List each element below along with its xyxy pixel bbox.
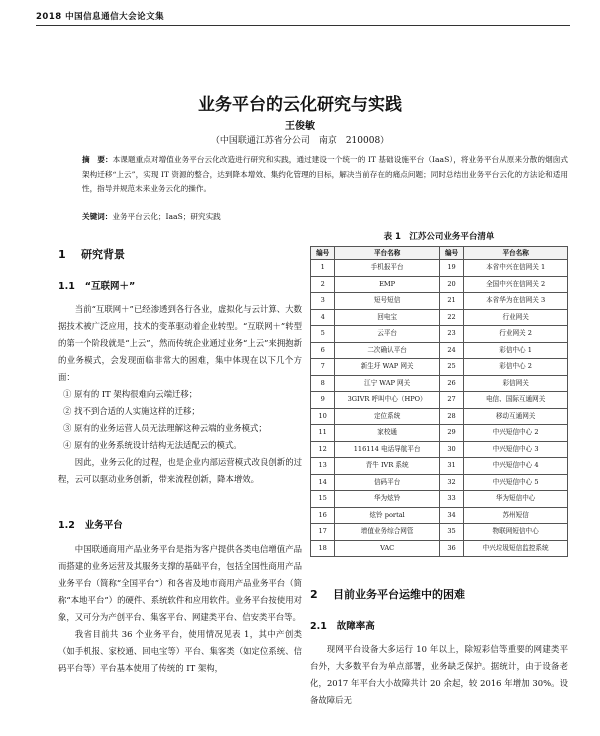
table-cell-name: 青牛 IVR 系统: [335, 458, 440, 475]
table-header-row: [311, 247, 568, 260]
table-cell-name: 信码平台: [335, 474, 440, 491]
table-cell-number: 18: [311, 540, 335, 557]
table-header: 编号: [311, 247, 335, 260]
section-2-1-body: [310, 641, 568, 709]
table-cell-number: 22: [439, 309, 463, 326]
section-1-1-heading: [58, 278, 135, 292]
table-row: [311, 524, 568, 541]
table-row: [311, 392, 568, 409]
table-cell-number: 34: [439, 507, 463, 524]
table-header: 编号: [439, 247, 463, 260]
table-cell-name: 中兴短信中心 4: [464, 458, 568, 475]
paragraph: 中国联通商用产品业务平台是指为客户提供各类电信增值产品而搭建的业务运营及其服务支撑的基础平台，包括全国性商用产品业务平台（简称“全国平台”）和各省及地市商用产品业务平台（简称“本地平台”）的硬件、系统软件和应用软件。业务平台按使用对象，又可分为产创平台、集客平台、网建类平台、信安类平台等。: [58, 544, 302, 622]
table-cell-name: 手机报平台: [335, 260, 440, 277]
table-cell-number: 26: [439, 375, 463, 392]
table-header: 平台名称: [335, 247, 440, 260]
table-cell-name: 短号短信: [335, 293, 440, 310]
abstract: [82, 153, 568, 197]
table-cell-name: 电信、国际互通网关: [464, 392, 568, 409]
table-cell-number: 30: [439, 441, 463, 458]
table-cell-name: 移动互通网关: [464, 408, 568, 425]
table-cell-name: 江宁 WAP 网关: [335, 375, 440, 392]
affiliation: （中国联通江苏省分公司 南京 210008）: [210, 136, 390, 146]
section-2-heading: [310, 586, 465, 602]
table-cell-number: 13: [311, 458, 335, 475]
table-row: [311, 342, 568, 359]
paragraph: 当前“互联网＋”已经渗透到各行各业，虚拟化与云计算、大数据技术被广泛应用，技术的变革驱动着企业转型。“互联网＋”转型的第一个阶段就是“上云”，然而传统企业通过业务“上云”来拥抱新的业务模式，会发现面临非常大的困难，集中体现在以下几个方面：: [58, 304, 302, 382]
author: 王俊敏: [285, 121, 315, 132]
section-2-1-heading: [310, 618, 375, 632]
table-cell-number: 16: [311, 507, 335, 524]
table-cell-number: 21: [439, 293, 463, 310]
table-cell-number: 15: [311, 491, 335, 508]
table-row: [311, 540, 568, 557]
table-cell-name: 全国中兴在信网关 2: [464, 276, 568, 293]
section-1-heading: [58, 246, 125, 262]
table-cell-name: 云平台: [335, 326, 440, 343]
paragraph: 现网平台设备大多运行 10 年以上，除短彩信等重要的网建类平台外，大多数平台为单点部署，业务缺乏保护。据统计，由于设备老化，2017 年平台大小故障共计 20 余起，较 2016 年增加 30%。设备故障后无: [310, 644, 568, 705]
table-row: [311, 507, 568, 524]
table-cell-number: 35: [439, 524, 463, 541]
table-cell-name: 增值业务综合网管: [335, 524, 440, 541]
table-cell-number: 36: [439, 540, 463, 557]
table-cell-name: 苏州短信: [464, 507, 568, 524]
table-cell-number: 10: [311, 408, 335, 425]
section-1-2-num: 1.2: [58, 520, 75, 531]
abstract-label: 摘 要：: [82, 155, 113, 164]
paragraph: 我省目前共 36 个业务平台，使用情况见表 1，其中产创类（如手机报、家校通、回电宝等）平台、集客类（如定位系统、信码平台等）平台基本使用了传统的 IT 架构，: [58, 629, 302, 673]
table-row: [311, 260, 568, 277]
table-row: [311, 474, 568, 491]
header-rule: [36, 25, 570, 26]
table-cell-number: 25: [439, 359, 463, 376]
section-2-num: 2: [310, 588, 318, 601]
table-cell-number: 20: [439, 276, 463, 293]
table-cell-name: 家校通: [335, 425, 440, 442]
table-cell-number: 24: [439, 342, 463, 359]
table-cell-number: 32: [439, 474, 463, 491]
table-cell-name: 行业网关 2: [464, 326, 568, 343]
section-1-title: 研究背景: [80, 248, 125, 261]
section-1-1-title: “互联网＋”: [84, 281, 136, 292]
section-1-num: 1: [58, 248, 66, 261]
table-cell-number: 4: [311, 309, 335, 326]
section-2-1-title: 故障率高: [336, 621, 375, 632]
table-cell-number: 3: [311, 293, 335, 310]
table-cell-name: 本省华为在信网关 3: [464, 293, 568, 310]
keywords-label: 关键词：: [82, 212, 113, 221]
table-cell-name: 彩信网关: [464, 375, 568, 392]
table-cell-name: 116114 电话导航平台: [335, 441, 440, 458]
table-cell-name: 中兴垃圾短信监控系统: [464, 540, 568, 557]
table-cell-number: 7: [311, 359, 335, 376]
table-cell-name: 华为短信中心: [464, 491, 568, 508]
table-cell-name: 行业网关: [464, 309, 568, 326]
table-cell-name: 物联网短信中心: [464, 524, 568, 541]
table-cell-name: 中兴短信中心 5: [464, 474, 568, 491]
table-cell-name: 定位系统: [335, 408, 440, 425]
table-cell-number: 33: [439, 491, 463, 508]
table-cell-number: 6: [311, 342, 335, 359]
table-row: [311, 293, 568, 310]
table-row: [311, 441, 568, 458]
table-cell-name: 新生圩 WAP 网关: [335, 359, 440, 376]
table-header: 平台名称: [464, 247, 568, 260]
section-2-1-num: 2.1: [310, 621, 327, 632]
table-cell-number: 19: [439, 260, 463, 277]
table-cell-name: VAC: [335, 540, 440, 557]
paragraph: 因此，业务云化的过程，也是企业内部运营模式改良创新的过程，云可以驱动业务创新，带来流程创新，降本增效。: [58, 457, 302, 484]
list-item: ① 原有的 IT 架构很难向云端迁移；: [63, 389, 198, 399]
table-cell-number: 2: [311, 276, 335, 293]
table-cell-number: 11: [311, 425, 335, 442]
table-cell-number: 9: [311, 392, 335, 409]
table-cell-name: 3GIVR 呼叫中心（HPO）: [335, 392, 440, 409]
table-cell-name: 中兴短信中心 3: [464, 441, 568, 458]
table-row: [311, 458, 568, 475]
table-cell-name: 华为炫铃: [335, 491, 440, 508]
table-row: [311, 326, 568, 343]
table-cell-name: 二次确认平台: [335, 342, 440, 359]
table-cell-name: 彩信中心 1: [464, 342, 568, 359]
table-cell-number: 17: [311, 524, 335, 541]
section-1-2-heading: [58, 517, 123, 531]
table-cell-name: 炫铃 portal: [335, 507, 440, 524]
table-row: [311, 309, 568, 326]
running-header: 2018 中国信息通信大会论文集: [36, 12, 165, 22]
table-cell-number: 29: [439, 425, 463, 442]
section-1-1-body: [58, 301, 302, 488]
table-row: [311, 359, 568, 376]
section-1-2-body: [58, 541, 302, 677]
table-cell-number: 14: [311, 474, 335, 491]
table-row: [311, 276, 568, 293]
section-1-1-num: 1.1: [58, 281, 75, 292]
table-row: [311, 408, 568, 425]
table-cell-number: 8: [311, 375, 335, 392]
table-cell-number: 1: [311, 260, 335, 277]
list-item: ④ 原有的业务系统设计结构无法适配云的模式。: [63, 440, 242, 450]
table-row: [311, 491, 568, 508]
section-1-2-title: 业务平台: [84, 520, 123, 531]
section-2-title: 目前业务平台运维中的困难: [332, 588, 465, 601]
table-cell-number: 31: [439, 458, 463, 475]
paper-title: 业务平台的云化研究与实践: [198, 95, 402, 115]
table-cell-name: 中兴短信中心 2: [464, 425, 568, 442]
table-cell-name: 本省中兴在信网关 1: [464, 260, 568, 277]
keywords: [82, 211, 568, 222]
table-cell-name: 彩信中心 2: [464, 359, 568, 376]
table-cell-number: 12: [311, 441, 335, 458]
list-item: ③ 原有的业务运营人员无法理解这种云端的业务模式；: [63, 423, 267, 433]
table-cell-number: 5: [311, 326, 335, 343]
table-row: [311, 425, 568, 442]
table-cell-number: 23: [439, 326, 463, 343]
table-cell-name: 回电宝: [335, 309, 440, 326]
table-cell-number: 27: [439, 392, 463, 409]
keywords-text: 业务平台云化；IaaS；研究实践: [112, 212, 221, 221]
abstract-text: 本课题重点对增值业务平台云化改造进行研究和实践，通过建设一个统一的 IT 基础设施平台（IaaS），将业务平台从原来分散的烟囱式架构迁移“上云”，实现 IT 资源的整合，达到降本增效、集约化管理的目标，解决当前存在的痛点问题；同时总结出业务平台云化的方法论和适用性，指导并规范未来业务云化的操作。: [82, 155, 569, 193]
table-cell-name: EMP: [335, 276, 440, 293]
table-caption: 表 1 江苏公司业务平台清单: [383, 232, 495, 242]
platform-table: [310, 246, 568, 557]
table-row: [311, 375, 568, 392]
table-cell-number: 28: [439, 408, 463, 425]
list-item: ② 找不到合适的人实施这样的迁移；: [63, 406, 200, 416]
